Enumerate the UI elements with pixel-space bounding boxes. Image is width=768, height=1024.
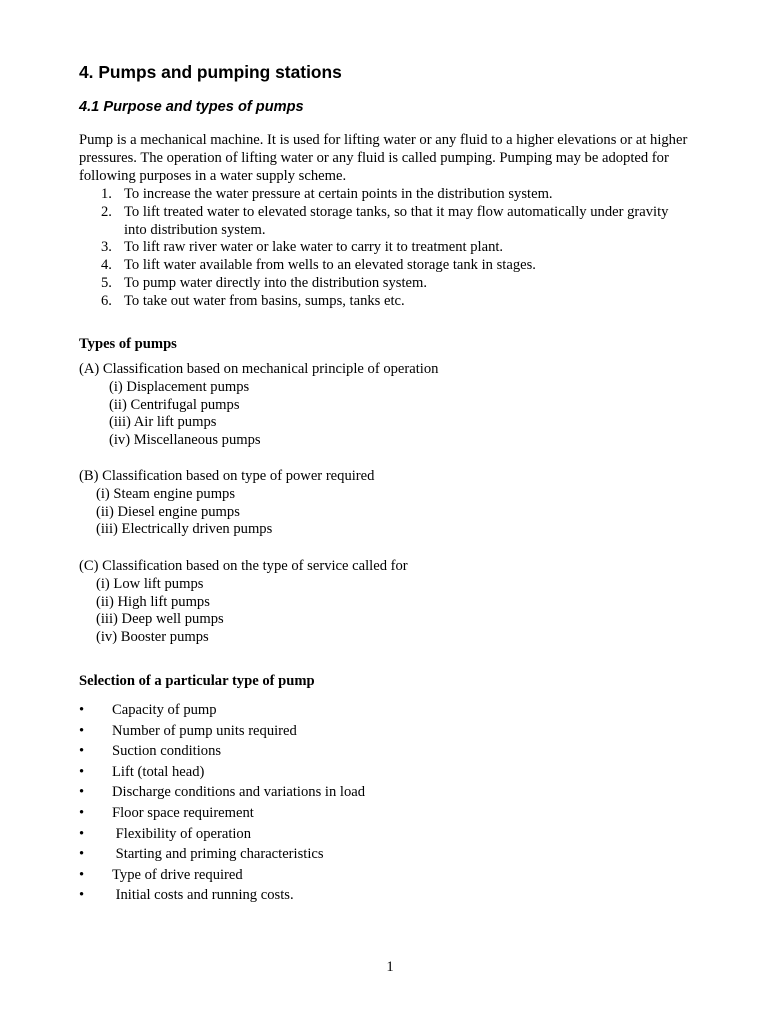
selection-heading: Selection of a particular type of pump: [79, 673, 315, 689]
classification-item: (i) Steam engine pumps: [96, 485, 236, 502]
section-title: 4.1 Purpose and types of pumps: [79, 99, 304, 115]
classification-a: [79, 361, 438, 450]
factor-item: [79, 762, 694, 783]
bullet-icon: •: [79, 804, 85, 821]
classification-c: [79, 558, 408, 647]
purpose-text: To increase the water pressure at certain points in the distribution system.: [124, 186, 553, 202]
classification-item: (ii) Diesel engine pumps: [96, 503, 240, 520]
bullet-icon: •: [79, 743, 85, 760]
bullet-icon: •: [79, 846, 85, 863]
purpose-item: [79, 257, 694, 275]
classification-item: (iii) Deep well pumps: [96, 611, 224, 628]
factor-item: [79, 865, 694, 886]
classification-item: (iii) Electrically driven pumps: [96, 521, 273, 538]
classification-item: (ii) Centrifugal pumps: [109, 396, 240, 413]
classification-item: (iv) Booster pumps: [96, 629, 209, 646]
bullet-icon: •: [79, 784, 85, 801]
purpose-text: To lift water available from wells to an elevated storage tank in stages.: [124, 257, 536, 274]
classification-item: (iv) Miscellaneous pumps: [109, 432, 261, 449]
classification-items: [79, 379, 438, 450]
classification-items: [79, 486, 374, 539]
classification-item: (i) Low lift pumps: [96, 575, 204, 592]
factor-text: Floor space requirement: [112, 804, 254, 821]
classification-title: (B) Classification based on type of power required: [79, 468, 375, 484]
bullet-icon: •: [79, 722, 85, 739]
bullet-icon: •: [79, 825, 85, 842]
bullet-icon: •: [79, 702, 85, 718]
factor-text: Discharge conditions and variations in load: [112, 784, 366, 801]
factor-text: Initial costs and running costs.: [112, 887, 294, 904]
purpose-number: 5.: [101, 274, 112, 291]
classification-item: (ii) High lift pumps: [96, 593, 210, 610]
factor-item: [79, 844, 694, 865]
factor-text: Type of drive required: [112, 866, 243, 883]
factor-text: Lift (total head): [112, 763, 205, 780]
purpose-item: [79, 186, 694, 204]
chapter-title: 4. Pumps and pumping stations: [79, 62, 342, 82]
purpose-item: [79, 293, 694, 311]
bullet-icon: •: [79, 866, 85, 883]
purpose-item: [79, 239, 694, 257]
classification-item: (iii) Air lift pumps: [109, 414, 217, 431]
bullet-icon: •: [79, 887, 85, 904]
factor-item: [79, 824, 694, 845]
purpose-text: To take out water from basins, sumps, tanks etc.: [124, 292, 405, 309]
purpose-number: 3.: [101, 239, 112, 256]
classification-item: (i) Displacement pumps: [109, 378, 250, 395]
purpose-number: 1.: [101, 186, 112, 202]
factor-item: [79, 700, 694, 721]
classification-items: [79, 576, 408, 647]
factor-item: [79, 885, 694, 906]
page-number: 1: [386, 959, 394, 975]
purpose-item: [79, 204, 694, 240]
purpose-number: 6.: [101, 292, 112, 309]
factor-item: [79, 741, 694, 762]
types-heading: Types of pumps: [79, 336, 177, 352]
intro-paragraph: Pump is a mechanical machine. It is used for lifting water or any fluid to a higher elevations or at higher pressures. The operation of lifting water or any fluid is called pumping. Pumping may be adopted for following purposes in a water supply scheme.: [79, 132, 688, 184]
purpose-number: 2.: [101, 203, 112, 220]
purpose-text: To pump water directly into the distribution system.: [124, 274, 427, 291]
factor-item: [79, 803, 694, 824]
factor-text: Suction conditions: [112, 743, 222, 760]
factor-item: [79, 782, 694, 803]
classification-title: (A) Classification based on mechanical principle of operation: [79, 361, 439, 377]
factor-text: Capacity of pump: [112, 702, 217, 718]
purpose-number: 4.: [101, 257, 112, 274]
factor-item: [79, 721, 694, 742]
bullet-icon: •: [79, 763, 85, 780]
selection-factors-list: [79, 700, 694, 906]
purpose-item: [79, 275, 694, 293]
classification-title: (C) Classification based on the type of service called for: [79, 558, 408, 574]
classification-b: [79, 468, 374, 539]
factor-text: Flexibility of operation: [112, 825, 252, 842]
purpose-text: To lift raw river water or lake water to carry it to treatment plant.: [124, 239, 504, 256]
purpose-text: To lift treated water to elevated storage tanks, so that it may flow automatically under gravity into distribution system.: [124, 203, 669, 238]
factor-text: Number of pump units required: [112, 722, 297, 739]
purposes-list: [79, 186, 694, 311]
factor-text: Starting and priming characteristics: [112, 846, 324, 863]
